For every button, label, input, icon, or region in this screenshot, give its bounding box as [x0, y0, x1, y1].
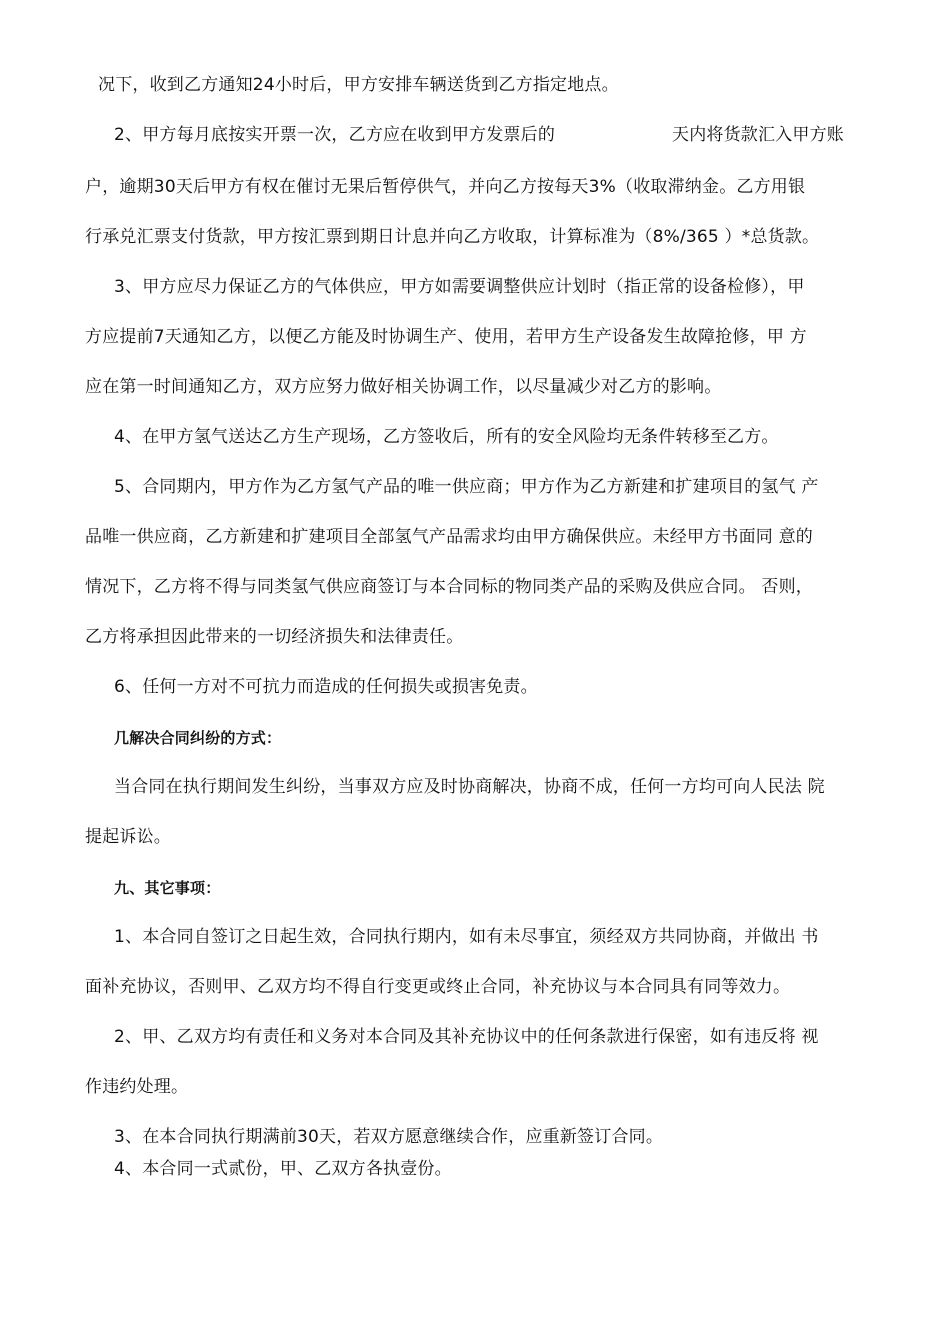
- paragraph-line: 5、合同期内，甲方作为乙方氢气产品的唯一供应商；甲方作为乙方新建和扩建项目的氢气 产: [114, 477, 819, 497]
- paragraph-line: 情况下，乙方将不得与同类氢气供应商签订与本合同标的物同类产品的采购及供应合同。 否则，: [85, 577, 814, 597]
- paragraph-line: 乙方将承担因此带来的一切经济损失和法律责任。: [85, 627, 464, 647]
- paragraph-line: 6、任何一方对不可抗力而造成的任何损失或损害免责。: [114, 677, 538, 697]
- paragraph-line: 4、在甲方氢气送达乙方生产现场，乙方签收后，所有的安全风险均无条件转移至乙方。: [114, 427, 779, 447]
- paragraph-line: 3、甲方应尽力保证乙方的气体供应，甲方如需要调整供应计划时（指正常的设备检修），甲: [114, 277, 805, 297]
- paragraph-line: 3、在本合同执行期满前30天，若双方愿意继续合作，应重新签订合同。: [114, 1127, 664, 1147]
- section-heading: 九、其它事项：: [114, 879, 221, 897]
- paragraph-line: 面补充协议，否则甲、乙双方均不得自行变更或终止合同，补充协议与本合同具有同等效力。: [85, 977, 791, 997]
- paragraph-line: 品唯一供应商，乙方新建和扩建项目全部氢气产品需求均由甲方确保供应。未经甲方书面同 意的: [85, 527, 814, 547]
- paragraph-line: 提起诉讼。: [85, 827, 171, 847]
- paragraph-line: 天内将货款汇入甲方账: [672, 125, 844, 145]
- paragraph-line: 当合同在执行期间发生纠纷，当事双方应及时协商解决，协商不成，任何一方均可向人民法 院: [114, 777, 825, 797]
- section-heading: 几解决合同纠纷的方式：: [114, 729, 282, 747]
- paragraph-line: 作违约处理。: [85, 1077, 189, 1097]
- paragraph-line: 况下，收到乙方通知24小时后，甲方安排车辆送货到乙方指定地点。: [98, 75, 619, 95]
- paragraph-line: 方应提前7天通知乙方，以便乙方能及时协调生产、使用，若甲方生产设备发生故障抢修，甲 方: [85, 327, 807, 347]
- paragraph-line: 行承兑汇票支付货款，甲方按汇票到期日计息并向乙方收取，计算标准为（8%/365 ）*总货款。: [85, 227, 820, 247]
- paragraph-line: 2、甲方每月底按实开票一次，乙方应在收到甲方发票后的: [114, 125, 556, 145]
- paragraph-line: 4、本合同一式贰份，甲、乙双方各执壹份。: [114, 1159, 452, 1179]
- paragraph-line: 应在第一时间通知乙方，双方应努力做好相关协调工作，以尽量减少对乙方的影响。: [85, 377, 722, 397]
- paragraph-line: 2、甲、乙双方均有责任和义务对本合同及其补充协议中的任何条款进行保密，如有违反将 视: [114, 1027, 819, 1047]
- paragraph-line: 1、本合同自签订之日起生效，合同执行期内，如有未尽事宜，须经双方共同协商，并做出 书: [114, 927, 819, 947]
- paragraph-line: 户，逾期30天后甲方有权在催讨无果后暂停供气，并向乙方按每天3%（收取滞纳金。乙方用银: [85, 177, 806, 197]
